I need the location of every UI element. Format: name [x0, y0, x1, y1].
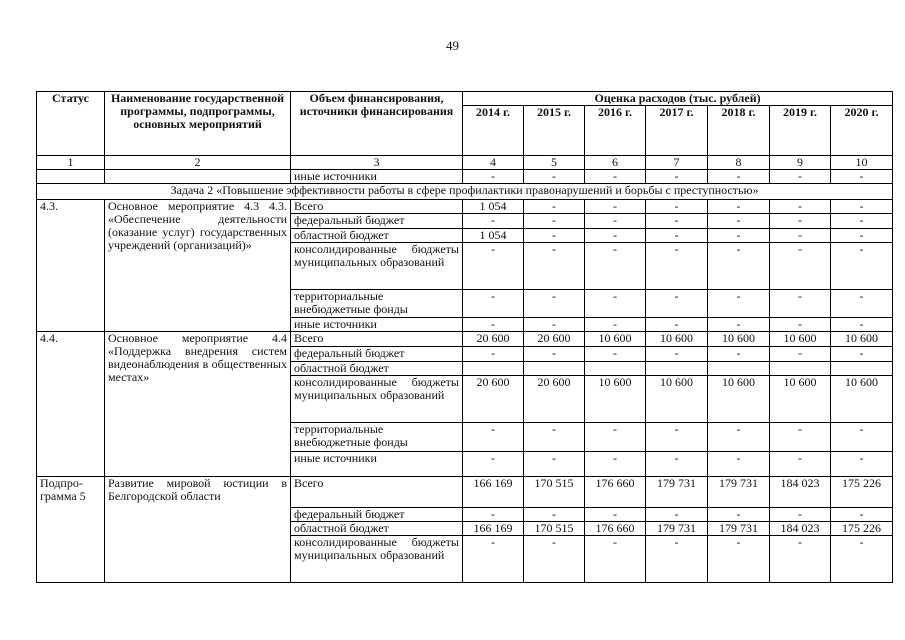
value-cell — [770, 362, 831, 376]
value-cell: 10 600 — [585, 376, 646, 423]
value-cell: - — [831, 536, 893, 583]
value-cell: - — [463, 243, 524, 290]
value-cell: - — [708, 170, 770, 184]
source-cell: областной бюджет — [291, 362, 463, 376]
header-year: 2017 г. — [646, 106, 708, 156]
value-cell: - — [770, 243, 831, 290]
value-cell: - — [708, 318, 770, 332]
source-cell: областной бюджет — [291, 229, 463, 243]
value-cell: - — [463, 170, 524, 184]
column-number: 9 — [770, 156, 831, 170]
task-title: Задача 2 «Повышение эффективности работы в сфере профилактики правонарушений и борьбы с преступностью» — [37, 184, 893, 200]
value-cell: 175 226 — [831, 477, 893, 508]
page-number: 49 — [446, 38, 459, 53]
value-cell: - — [646, 452, 708, 477]
value-cell: - — [524, 536, 585, 583]
value-cell: - — [585, 508, 646, 522]
source-cell: федеральный бюджет — [291, 214, 463, 229]
value-cell: 10 600 — [831, 332, 893, 347]
value-cell: - — [708, 229, 770, 243]
value-cell: 10 600 — [770, 376, 831, 423]
value-cell: - — [708, 290, 770, 318]
value-cell: - — [585, 318, 646, 332]
name-cell: Развитие мировой юстиции в Белгородской области — [105, 477, 291, 583]
source-cell: консолидированные бюджеты муниципальных образований — [291, 376, 463, 423]
value-cell: - — [524, 423, 585, 452]
value-cell: - — [646, 508, 708, 522]
value-cell — [646, 362, 708, 376]
value-cell: 20 600 — [463, 376, 524, 423]
header-year: 2014 г. — [463, 106, 524, 156]
value-cell: 170 515 — [524, 477, 585, 508]
value-cell: - — [646, 243, 708, 290]
value-cell: - — [646, 290, 708, 318]
value-cell: 179 731 — [708, 522, 770, 536]
header-estimate: Оценка расходов (тыс. рублей) — [463, 92, 893, 106]
value-cell: - — [770, 452, 831, 477]
source-cell: территориальные внебюджетные фонды — [291, 423, 463, 452]
budget-table — [36, 91, 893, 583]
value-cell: - — [770, 290, 831, 318]
value-cell: - — [831, 214, 893, 229]
value-cell: - — [708, 347, 770, 362]
source-cell: областной бюджет — [291, 522, 463, 536]
column-number: 5 — [524, 156, 585, 170]
value-cell: 20 600 — [524, 376, 585, 423]
value-cell: - — [770, 200, 831, 214]
value-cell: - — [463, 536, 524, 583]
value-cell: - — [770, 536, 831, 583]
value-cell: 20 600 — [524, 332, 585, 347]
value-cell: - — [770, 508, 831, 522]
value-cell: - — [646, 229, 708, 243]
value-cell: - — [524, 508, 585, 522]
status-cell: 4.3. — [37, 200, 105, 332]
value-cell: - — [646, 423, 708, 452]
value-cell: - — [585, 229, 646, 243]
value-cell: - — [524, 243, 585, 290]
value-cell: - — [463, 290, 524, 318]
value-cell: - — [646, 536, 708, 583]
value-cell: - — [463, 214, 524, 229]
column-numbers-row — [37, 156, 893, 170]
value-cell: 1 054 — [463, 200, 524, 214]
value-cell: 166 169 — [463, 522, 524, 536]
header-status: Статус — [37, 92, 105, 156]
value-cell: - — [831, 290, 893, 318]
value-cell: - — [831, 452, 893, 477]
header-year: 2019 г. — [770, 106, 831, 156]
value-cell: - — [708, 214, 770, 229]
source-cell: иные источники — [291, 170, 463, 184]
header-year: 2015 г. — [524, 106, 585, 156]
header-name: Наименование государственной программы, подпрограммы, основных мероприятий — [105, 92, 291, 156]
value-cell: - — [585, 347, 646, 362]
table-row — [37, 332, 893, 347]
value-cell: 10 600 — [708, 332, 770, 347]
value-cell — [831, 362, 893, 376]
value-cell: 170 515 — [524, 522, 585, 536]
value-cell: - — [708, 452, 770, 477]
value-cell: - — [831, 423, 893, 452]
value-cell: - — [708, 536, 770, 583]
column-number: 2 — [105, 156, 291, 170]
column-number: 10 — [831, 156, 893, 170]
value-cell: - — [646, 200, 708, 214]
header-year: 2018 г. — [708, 106, 770, 156]
source-cell: Всего — [291, 332, 463, 347]
value-cell: 184 023 — [770, 477, 831, 508]
value-cell: - — [646, 318, 708, 332]
value-cell: - — [585, 243, 646, 290]
source-cell: Всего — [291, 200, 463, 214]
value-cell: - — [708, 200, 770, 214]
value-cell: - — [524, 452, 585, 477]
value-cell — [463, 362, 524, 376]
value-cell: - — [524, 347, 585, 362]
value-cell: - — [524, 229, 585, 243]
value-cell: 184 023 — [770, 522, 831, 536]
column-number: 6 — [585, 156, 646, 170]
value-cell — [708, 362, 770, 376]
value-cell: - — [708, 508, 770, 522]
value-cell: - — [463, 347, 524, 362]
value-cell: - — [770, 229, 831, 243]
value-cell — [585, 362, 646, 376]
value-cell: 176 660 — [585, 477, 646, 508]
value-cell: 179 731 — [646, 477, 708, 508]
column-number: 3 — [291, 156, 463, 170]
table-body — [37, 156, 893, 583]
value-cell: - — [463, 508, 524, 522]
value-cell: - — [831, 200, 893, 214]
header-row — [37, 92, 893, 106]
value-cell: 10 600 — [770, 332, 831, 347]
value-cell: 10 600 — [708, 376, 770, 423]
value-cell: - — [708, 243, 770, 290]
header-year: 2016 г. — [585, 106, 646, 156]
table-row — [37, 170, 893, 184]
source-cell: консолидированные бюджеты муниципальных образований — [291, 243, 463, 290]
value-cell: 1 054 — [463, 229, 524, 243]
value-cell: - — [831, 318, 893, 332]
value-cell: - — [585, 200, 646, 214]
value-cell: - — [831, 508, 893, 522]
value-cell: - — [708, 423, 770, 452]
value-cell: 10 600 — [831, 376, 893, 423]
status-cell — [37, 170, 105, 184]
header-year: 2020 г. — [831, 106, 893, 156]
column-number: 1 — [37, 156, 105, 170]
value-cell: - — [770, 318, 831, 332]
value-cell: - — [585, 536, 646, 583]
table-row — [37, 200, 893, 214]
value-cell: - — [831, 243, 893, 290]
source-cell: федеральный бюджет — [291, 347, 463, 362]
status-cell: 4.4. — [37, 332, 105, 477]
table-row — [37, 477, 893, 508]
value-cell: 20 600 — [463, 332, 524, 347]
value-cell: - — [831, 347, 893, 362]
column-number: 4 — [463, 156, 524, 170]
value-cell: 166 169 — [463, 477, 524, 508]
value-cell: - — [585, 423, 646, 452]
value-cell: 176 660 — [585, 522, 646, 536]
value-cell: - — [463, 318, 524, 332]
value-cell: - — [770, 347, 831, 362]
value-cell: - — [585, 452, 646, 477]
value-cell: - — [463, 423, 524, 452]
value-cell — [524, 362, 585, 376]
value-cell: - — [770, 214, 831, 229]
source-cell: федеральный бюджет — [291, 508, 463, 522]
value-cell: - — [585, 290, 646, 318]
value-cell: - — [831, 170, 893, 184]
value-cell: - — [646, 347, 708, 362]
value-cell: 10 600 — [646, 376, 708, 423]
value-cell: - — [646, 214, 708, 229]
value-cell: - — [524, 200, 585, 214]
value-cell: 175 226 — [831, 522, 893, 536]
value-cell: - — [770, 423, 831, 452]
source-cell: консолидированные бюджеты муниципальных образований — [291, 536, 463, 583]
name-cell — [105, 170, 291, 184]
value-cell: - — [646, 170, 708, 184]
value-cell: - — [585, 214, 646, 229]
source-cell: Всего — [291, 477, 463, 508]
column-number: 7 — [646, 156, 708, 170]
value-cell: - — [524, 214, 585, 229]
task-row — [37, 184, 893, 200]
value-cell: - — [524, 290, 585, 318]
name-cell: Основное мероприятие 4.4 «Поддержка внедрения систем видеонаблюдения в общественных местах» — [105, 332, 291, 477]
status-cell: Подпро-грамма 5 — [37, 477, 105, 583]
value-cell: - — [463, 452, 524, 477]
value-cell: - — [585, 170, 646, 184]
source-cell: иные источники — [291, 452, 463, 477]
value-cell: 10 600 — [585, 332, 646, 347]
value-cell: - — [524, 318, 585, 332]
value-cell: 10 600 — [646, 332, 708, 347]
source-cell: иные источники — [291, 318, 463, 332]
header-volume: Объем финансирования, источники финансирования — [291, 92, 463, 156]
value-cell: 179 731 — [646, 522, 708, 536]
value-cell: - — [831, 229, 893, 243]
value-cell: - — [770, 170, 831, 184]
name-cell: Основное мероприятие 4.3 4.3. «Обеспечение деятельности (оказание услуг) государственных учреждений (организаций)» — [105, 200, 291, 332]
value-cell: 179 731 — [708, 477, 770, 508]
column-number: 8 — [708, 156, 770, 170]
value-cell: - — [524, 170, 585, 184]
source-cell: территориальные внебюджетные фонды — [291, 290, 463, 318]
